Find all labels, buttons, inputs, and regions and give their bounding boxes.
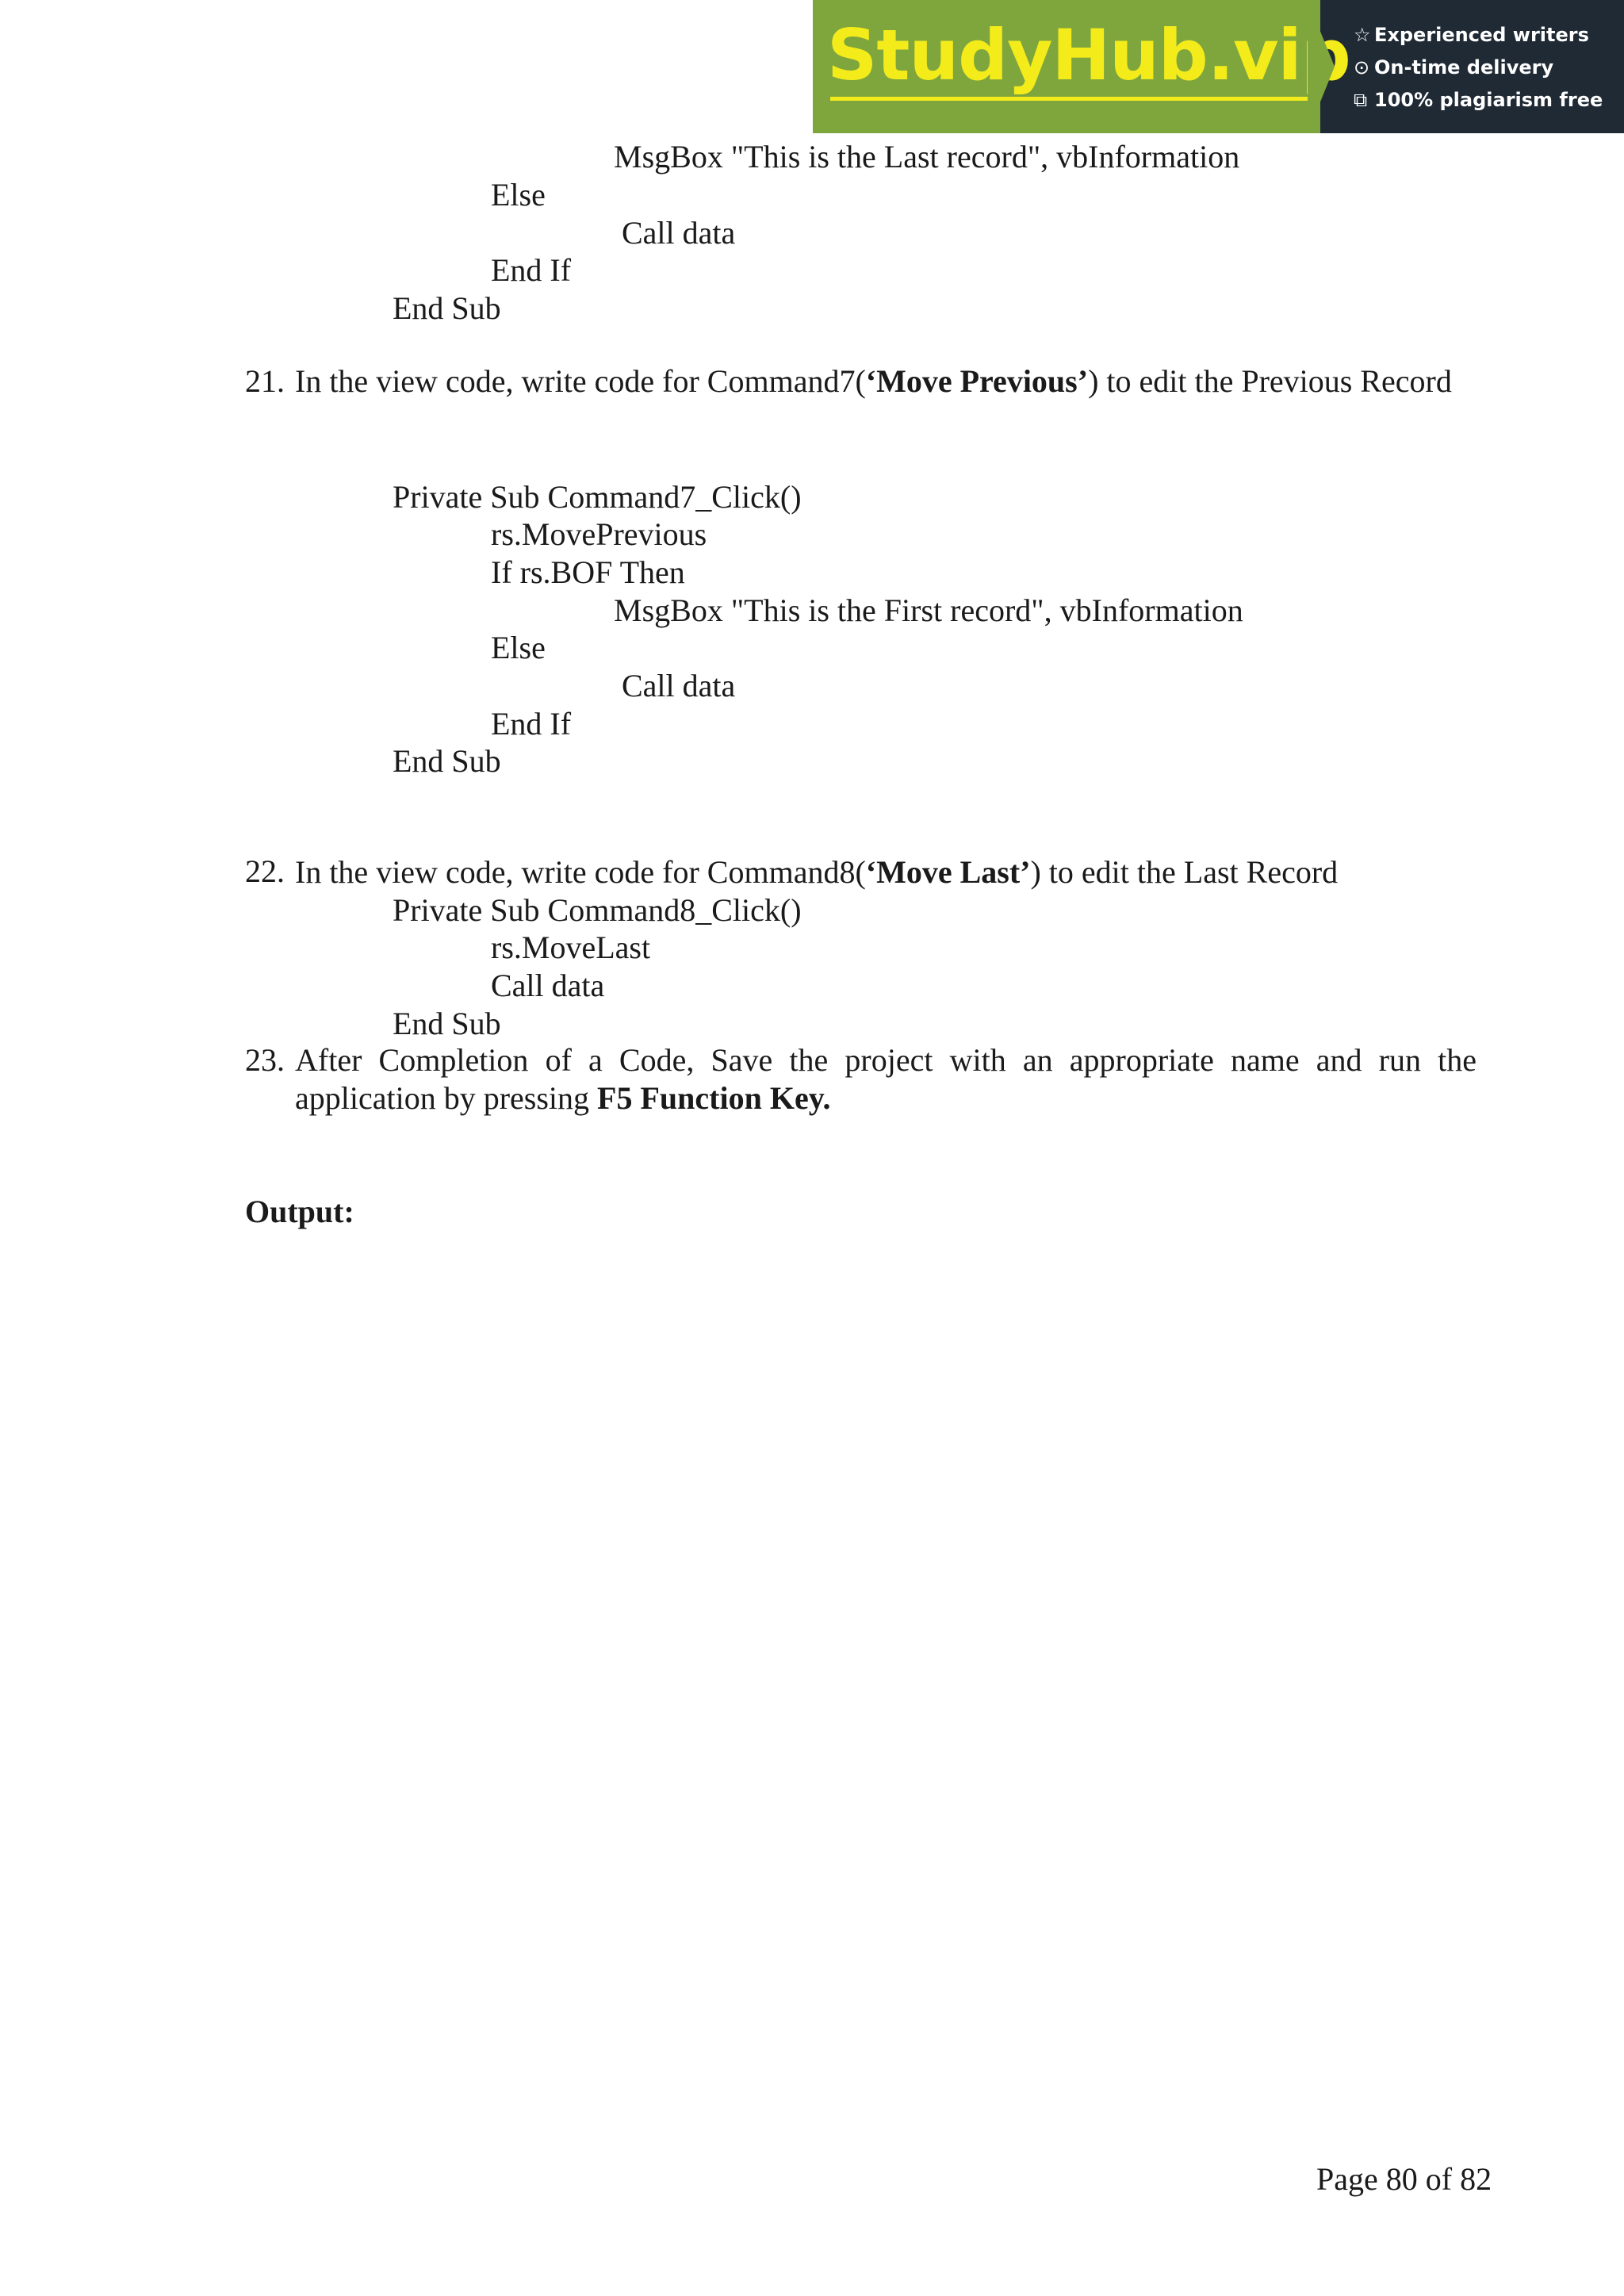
code-line: MsgBox "This is the First record", vbInformation — [614, 592, 1243, 628]
code-line: Else — [491, 177, 546, 213]
code-line: MsgBox "This is the Last record", vbInformation — [614, 139, 1240, 174]
code-line: If rs.BOF Then — [491, 554, 685, 590]
step-number: 22. — [245, 853, 285, 889]
code-line: End Sub — [393, 1006, 501, 1041]
step-23-instruction: After Completion of a Code, Save the project with an appropriate name and run the application by pressing F5 Function Key. — [295, 1042, 1477, 1116]
clock-icon: ⊙ — [1354, 56, 1370, 79]
step-number: 23. — [245, 1042, 285, 1078]
feature-experienced-writers: ☆ Experienced writers — [1354, 24, 1589, 46]
code-line: Call data — [491, 968, 605, 1003]
code-line: End Sub — [393, 290, 501, 326]
banner-arrow-notch — [1308, 0, 1335, 133]
page-number: Page 80 of 82 — [1316, 2161, 1492, 2197]
logo-underline — [830, 97, 1312, 101]
code-line: Call data — [622, 668, 736, 703]
step-22-instruction: In the view code, write code for Command8(‘Move Last’) to edit the Last Record — [295, 854, 1339, 890]
step-21-instruction: In the view code, write code for Command7(‘Move Previous’) to edit the Previous Record — [295, 363, 1452, 399]
code-line: Call data — [622, 215, 736, 251]
code-line: rs.MovePrevious — [491, 516, 707, 552]
feature-plagiarism-free: ⧉ 100% plagiarism free — [1354, 89, 1603, 111]
output-heading: Output: — [245, 1194, 354, 1229]
code-line: End If — [491, 706, 572, 742]
code-line: End If — [491, 252, 572, 288]
code-line: End Sub — [393, 743, 501, 779]
code-line: Private Sub Command7_Click() — [393, 479, 802, 515]
code-line: Private Sub Command8_Click() — [393, 892, 802, 928]
feature-on-time-delivery: ⊙ On-time delivery — [1354, 56, 1554, 79]
code-line: Else — [491, 630, 546, 665]
copy-icon: ⧉ — [1354, 89, 1368, 111]
studyhub-banner[interactable] — [813, 0, 1624, 133]
star-icon: ☆ — [1354, 24, 1371, 46]
studyhub-logo: StudyHub.vip — [827, 14, 1350, 96]
step-number: 21. — [245, 363, 285, 399]
code-line: rs.MoveLast — [491, 930, 651, 965]
